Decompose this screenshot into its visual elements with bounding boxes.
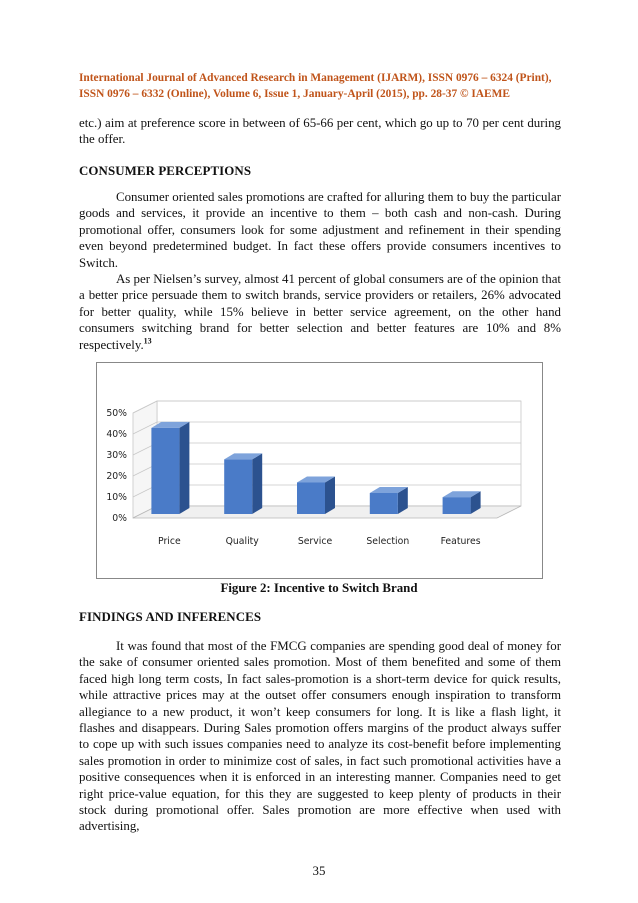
bar-service — [297, 477, 335, 515]
perceptions-paragraph-1: Consumer oriented sales promotions are crafted for alluring them to buy the particular goods and services, it provide an incentive to them – both cash and non-cash. During promotional offer, consumers look for some adjustment and refinement in their spending even beyond predetermined budget. In fact these offers provide consumers incentives to Switch. — [79, 190, 561, 270]
section-consumer-perceptions-body — [79, 189, 561, 353]
x-tick-label: Price — [158, 536, 181, 547]
intro-text: etc.) aim at preference score in between of 65-66 per cent, which go up to 70 per cent during the offer. — [79, 116, 561, 147]
perceptions-paragraph-2-text: As per Nielsen’s survey, almost 41 percent of global consumers are of the opinion that a better price persuade them to switch brands, service providers or retailers, 26% advocated for better quality, while 15% believe in better service agreement, on the other hand consumers switching brand for better selection and better features are 10% and 8% respectively. — [79, 272, 561, 352]
intro-paragraph — [79, 115, 561, 148]
x-tick-label: Selection — [366, 536, 410, 547]
reference-superscript: 13 — [143, 336, 152, 346]
y-tick-label: 40% — [106, 429, 127, 440]
y-tick-label: 10% — [106, 492, 127, 503]
header-line-2: ISSN 0976 – 6332 (Online), Volume 6, Issue 1, January-April (2015), pp. 28-37 © IAEME — [79, 88, 510, 100]
perceptions-paragraph-2 — [79, 271, 561, 353]
bar-side — [252, 453, 262, 514]
bar-features — [443, 491, 481, 514]
y-tick-label: 30% — [106, 450, 127, 461]
page-number: 35 — [312, 864, 326, 878]
chart-back-wall — [157, 401, 521, 506]
x-tick-label: Service — [297, 536, 333, 547]
y-tick-label: 50% — [106, 408, 127, 419]
y-tick-label: 0% — [112, 513, 127, 524]
bar-front — [151, 428, 179, 514]
bar-quality — [224, 453, 262, 514]
bar-front — [370, 493, 398, 514]
chart-y-tick-labels — [106, 408, 127, 524]
bar-front — [297, 483, 325, 515]
bar-front — [224, 459, 252, 514]
figure-caption: Figure 2: Incentive to Switch Brand — [220, 581, 418, 595]
journal-header — [79, 70, 561, 102]
bar-selection — [370, 487, 408, 514]
section-heading-consumer-perceptions: CONSUMER PERCEPTIONS — [79, 164, 252, 178]
section-findings-body — [79, 638, 561, 835]
chart-x-tick-labels — [158, 536, 481, 547]
header-line-1: International Journal of Advanced Research in Management (IJARM), ISSN 0976 – 6324 (Print), — [79, 72, 552, 84]
x-tick-label: Quality — [225, 536, 259, 547]
figure-chart-frame — [96, 362, 543, 579]
bar-price — [151, 422, 189, 514]
section-heading-findings: FINDINGS AND INFERENCES — [79, 610, 262, 624]
x-tick-label: Features — [440, 536, 481, 547]
bar-chart — [97, 363, 542, 578]
bar-front — [443, 497, 471, 514]
findings-paragraph-1: It was found that most of the FMCG companies are spending good deal of money for the sake of consumer oriented sales promotion. Most of them benefited and some of them faced high long term costs, In fact sales-promotion is a short-term device for quick results, while attractive prices may at the outset offer consumers enough inspiration to transform allegiance to a new product, it won’t keep consumers for long. It is like a flash light, it flashes and disappears. During Sales promotion offers margins of the product always suffer to cope up with such issues companies need to analyze its cost-benefit before implementing sales promotion in order to minimize cost of sales, in fact such promotional activities have a positive consequences when it is enforced in an interesting manner. Companies need to get right price-value equation, for this they are suggested to keep plenty of products in their stock during promotional offer. Sales promotion are more effective when used with advertising, — [79, 639, 561, 834]
bar-side — [179, 422, 189, 514]
bar-side — [325, 477, 335, 515]
y-tick-label: 20% — [106, 471, 127, 482]
